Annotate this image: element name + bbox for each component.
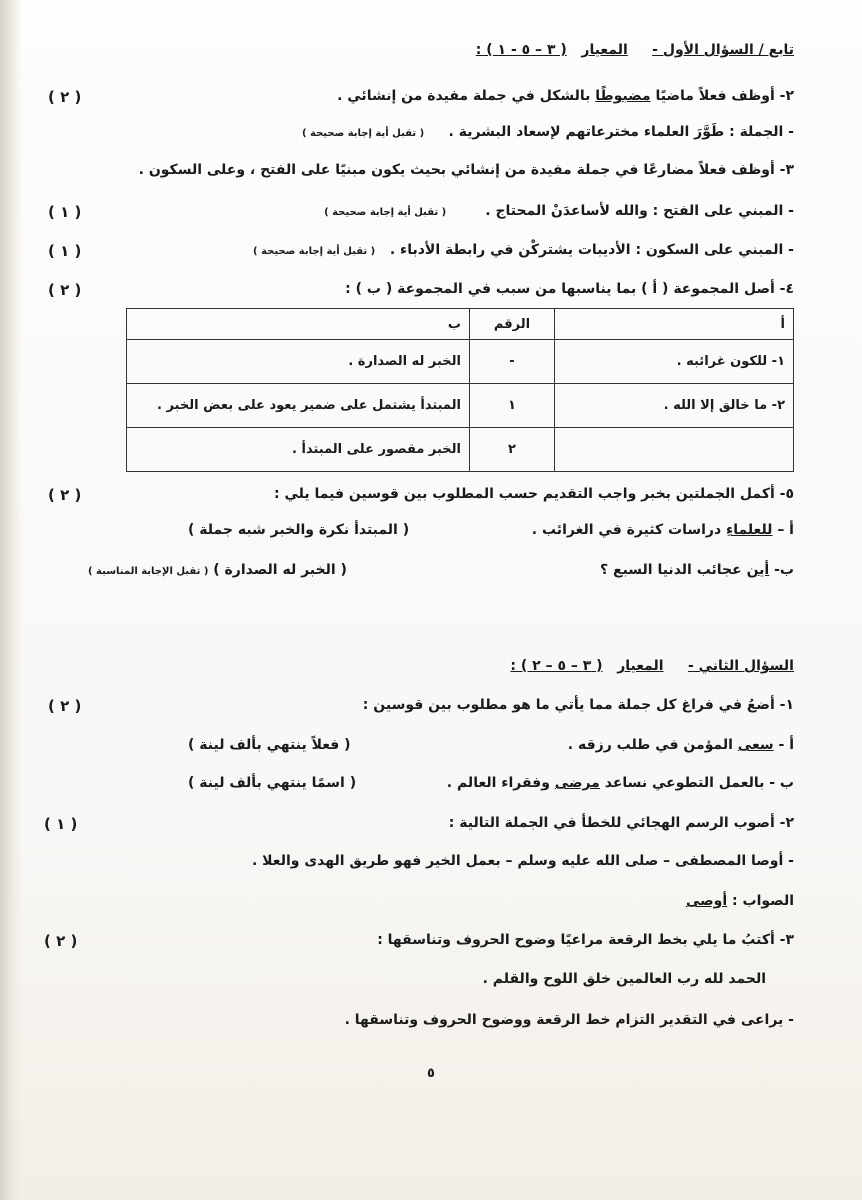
answer-text: طَوَّرَ العلماء مخترعاتهم لإسعاد البشرية . bbox=[448, 124, 725, 140]
answer-word: للعلماءِ bbox=[726, 522, 773, 538]
grading-note: ( تقبل أية إجابة صحيحة ) bbox=[324, 207, 447, 218]
q1-item2-text-end: بالشكل في جملة مفيدة من إنشائي . bbox=[337, 88, 591, 104]
page-fold-shadow bbox=[0, 0, 22, 1200]
answer-text: الأديبات يشتركْن في رابطة الأدباء . bbox=[389, 242, 631, 258]
answer-text: والله لأساعدَنْ المحتاج . bbox=[485, 203, 648, 219]
q2-item1-b bbox=[447, 775, 794, 791]
q1-criterion: المعيار bbox=[581, 42, 628, 58]
matching-table bbox=[126, 308, 794, 472]
q1-item5-a-hint: ( المبتدأ نكرة والخبر شبه جملة ) bbox=[188, 522, 410, 538]
q2-item2-mark: ( ١ ) bbox=[44, 815, 78, 833]
q2-item2: ٢- أصوب الرسم الهجائي للخطأ في الجملة التالية : bbox=[448, 815, 794, 831]
q2-item1-mark: ( ٢ ) bbox=[48, 697, 82, 715]
q1-item2 bbox=[337, 88, 794, 104]
answer-word: أوصى bbox=[685, 893, 728, 909]
item-prefix: ب - بالعمل التطوعي نساعد bbox=[604, 775, 794, 791]
answer-label: - المبني على السكون : bbox=[635, 242, 794, 258]
table-cell: المبتدأ يشتمل على ضمير يعود على بعض الخبر . bbox=[127, 384, 470, 428]
table-cell: الخبر له الصدارة . bbox=[127, 340, 470, 384]
q2-item1-a-hint: ( فعلاً ينتهي بألف لينة ) bbox=[188, 737, 351, 753]
q1-item5: ٥- أكمل الجملتين بخبر واجب التقديم حسب المطلوب بين قوسين فيما يلي : bbox=[274, 486, 794, 502]
table-row bbox=[127, 340, 794, 384]
q2-item1-a bbox=[568, 737, 794, 753]
page-number: ٥ bbox=[427, 1066, 435, 1081]
q1-item4: ٤- أصل المجموعة ( أ ) بما يناسبها من سبب في المجموعة ( ب ) : bbox=[345, 281, 794, 297]
q2-title: السؤال الثاني - bbox=[687, 658, 794, 674]
answer-text: وفقراء العالم . bbox=[446, 775, 550, 791]
q1-item2-mark: ( ٢ ) bbox=[48, 88, 82, 106]
q1-item5-b bbox=[600, 562, 794, 578]
grading-note: ( تقبل أية إجابة صحيحة ) bbox=[253, 246, 376, 257]
grading-note: ( تقبل أية إجابة صحيحة ) bbox=[301, 128, 425, 139]
q1-item2-underlined: مضبوطًا bbox=[595, 88, 651, 104]
q2-item3-mark: ( ٢ ) bbox=[44, 932, 78, 950]
table-header-number: الرقم bbox=[470, 309, 555, 340]
q1-item5-a bbox=[532, 522, 794, 538]
q1-item3-b bbox=[253, 242, 794, 258]
table-header-a: أ bbox=[555, 309, 794, 340]
answer-label: الصواب : bbox=[732, 893, 794, 909]
q1-title: تابع / السؤال الأول - bbox=[652, 42, 794, 58]
q1-item3: ٣- أوظف فعلاً مضارعًا في جملة مفيدة من إنشائي بحيث يكون مبنيًا على الفتح ، وعلى السكون . bbox=[138, 162, 794, 178]
answer-text: عجائب الدنيا السبع ؟ bbox=[600, 562, 742, 578]
answer-word: أين bbox=[746, 562, 770, 578]
q1-item2-answer bbox=[302, 124, 794, 140]
table-cell: ٢- ما خالق إلا الله . bbox=[555, 384, 794, 428]
table-cell bbox=[555, 428, 794, 472]
answer-text: دراسات كثيرة في الغرائب . bbox=[531, 522, 722, 538]
q2-header bbox=[510, 658, 794, 674]
q1-item3-a-mark: ( ١ ) bbox=[48, 203, 82, 221]
table-cell: ١ bbox=[470, 384, 555, 428]
answer-label: - الجملة : bbox=[729, 124, 794, 140]
q1-item2-text: ٢- أوظف فعلاً ماضيًا bbox=[655, 88, 794, 104]
table-row bbox=[127, 384, 794, 428]
table-header-b: ب bbox=[127, 309, 470, 340]
grading-note: ( تقبل الإجابة المناسبة ) bbox=[88, 566, 209, 577]
q2-item3: ٣- أكتبُ ما يلي بخط الرقعة مراعيًا وضوح الحروف وتناسقها : bbox=[377, 932, 794, 948]
answer-word: سعى bbox=[737, 737, 774, 753]
q1-header bbox=[476, 42, 794, 58]
q1-item3-b-mark: ( ١ ) bbox=[48, 242, 82, 260]
table-cell: ١- للكون غرائبه . bbox=[555, 340, 794, 384]
q1-item3-a bbox=[324, 203, 794, 219]
item-prefix: أ - bbox=[778, 737, 794, 753]
q2-item1: ١- أضعُ في فراغ كل جملة مما يأتي ما هو مطلوب بين قوسين : bbox=[362, 697, 794, 713]
table-cell: ٢ bbox=[470, 428, 555, 472]
q2-criterion: المعيار bbox=[617, 658, 664, 674]
q1-item5-b-hint bbox=[88, 562, 347, 578]
q1-code: ( ٣ – ٥ - ١ ) : bbox=[475, 42, 567, 58]
q1-item4-mark: ( ٢ ) bbox=[48, 281, 82, 299]
q2-item1-b-hint: ( اسمًا ينتهي بألف لينة ) bbox=[188, 775, 357, 791]
table-header-row bbox=[127, 309, 794, 340]
table-row bbox=[127, 428, 794, 472]
table-cell: - bbox=[470, 340, 555, 384]
hint-text: ( الخبر له الصدارة ) bbox=[213, 562, 347, 578]
q2-item3-note: - يراعى في التقدير التزام خط الرقعة ووضوح الحروف وتناسقها . bbox=[344, 1012, 794, 1028]
item-prefix: أ – bbox=[777, 522, 794, 538]
q2-item2-correct bbox=[686, 893, 794, 909]
q1-item5-mark: ( ٢ ) bbox=[48, 486, 82, 504]
q2-code: ( ٣ – ٥ – ٢ ) : bbox=[510, 658, 603, 674]
answer-text: المؤمن في طلب رزقه . bbox=[567, 737, 733, 753]
item-prefix: ب- bbox=[774, 562, 794, 578]
q2-item3-sentence: الحمد لله رب العالمين خلق اللوح والقلم . bbox=[482, 971, 766, 987]
answer-label: - المبني على الفتح : bbox=[652, 203, 794, 219]
table-cell: الخبر مقصور على المبتدأ . bbox=[127, 428, 470, 472]
answer-word: مرضى bbox=[554, 775, 600, 791]
q2-item2-sentence: - أوصا المصطفى – صلى الله عليه وسلم – بعمل الخير فهو طريق الهدى والعلا . bbox=[251, 853, 794, 869]
